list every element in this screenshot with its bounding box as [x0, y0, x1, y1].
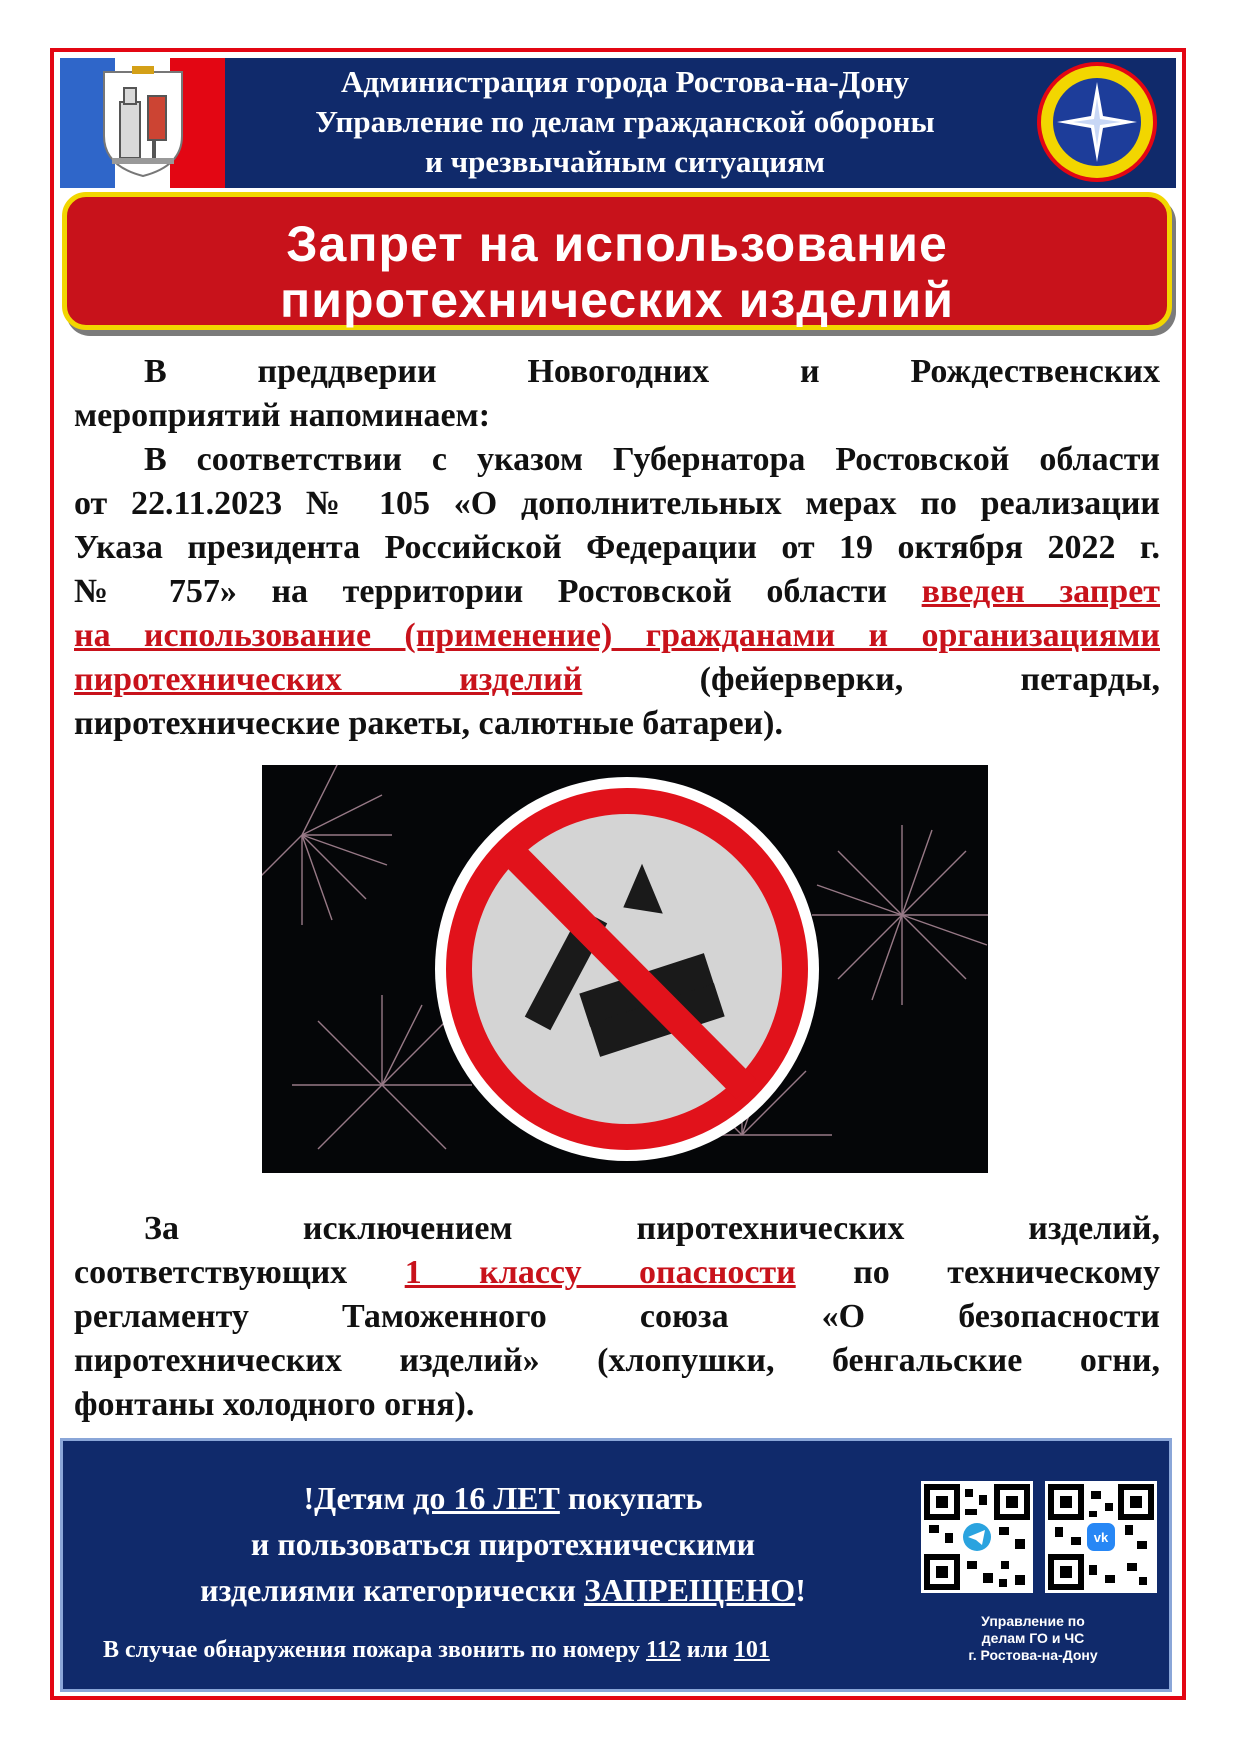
pyrotechnics-highlight: пиротехнических изделий	[74, 661, 583, 698]
header-line-3: и чрезвычайным ситуациям	[425, 144, 825, 179]
warning-line-2: и пользоваться пиротехническими	[250, 1526, 756, 1562]
qr-caption-line-3: г. Ростова-на-Дону	[968, 1647, 1098, 1663]
exception-line-2-text-a: соответствующих	[74, 1254, 348, 1291]
emergency-number-101[interactable]: 101	[733, 1637, 770, 1663]
qr-caption-line-2: делам ГО и ЧС	[981, 1630, 1085, 1646]
intro-paragraph	[74, 350, 1160, 438]
svg-text:vk: vk	[1093, 1530, 1109, 1545]
header-banner	[60, 58, 1176, 188]
call-text-c: или	[680, 1637, 734, 1663]
qr-caption-line-1: Управление по	[981, 1613, 1085, 1629]
coat-of-arms-flag	[60, 58, 225, 188]
title-line-1: Запрет на использование	[286, 216, 948, 272]
exception-line-3: регламенту Таможенного союза «О безопасности	[74, 1298, 1160, 1335]
ban-highlight: введен запрет	[921, 573, 1160, 610]
hazard-class-highlight: 1 классу опасности	[404, 1254, 796, 1291]
decree-line-4	[74, 570, 1160, 614]
warning-line-1	[163, 1475, 843, 1521]
decree-line-7: пиротехнические ракеты, салютные батареи).	[74, 705, 783, 742]
decree-line-2: от 22.11.2023 № 105 «О дополнительных мерах по реализации	[74, 485, 1160, 522]
exception-line-1: За исключением пиротехнических изделий,	[144, 1210, 1160, 1247]
age-limit: до 16 ЛЕТ	[413, 1480, 560, 1516]
telegram-qr-icon[interactable]	[921, 1481, 1033, 1593]
vk-qr-icon[interactable]	[1045, 1481, 1157, 1593]
warning-line-3	[163, 1567, 843, 1613]
decree-line-6	[74, 658, 1160, 702]
decree-line-6-text: (фейерверки, петарды,	[699, 661, 1160, 698]
emergency-number-112[interactable]: 112	[646, 1637, 681, 1663]
call-text-a: В случае обнаружения пожара звонить по номеру	[103, 1637, 647, 1663]
qr-caption	[963, 1613, 1103, 1664]
header-line-1: Администрация города Ростова-на-Дону	[340, 64, 910, 99]
emergency-call-line	[103, 1637, 770, 1664]
decree-line-5: на использование (применение) гражданами и организациями	[74, 617, 1160, 654]
footer-banner	[60, 1438, 1172, 1692]
emergency-service-emblem-icon	[1022, 58, 1172, 188]
warning-line-1-c: покупать	[559, 1480, 703, 1516]
title-line-2: пиротехнических изделий	[280, 272, 954, 328]
warning-line-1-a: !Детям	[303, 1480, 414, 1516]
header-text	[225, 62, 1025, 182]
rostov-coat-of-arms-icon	[98, 66, 188, 180]
decree-line-4-text: № 757» на территории Ростовской области	[74, 573, 888, 610]
no-fireworks-image	[262, 765, 988, 1173]
no-fireworks-sign-icon	[262, 765, 988, 1173]
exception-line-2-text-c: по техническому	[853, 1254, 1161, 1291]
intro-line-2: мероприятий напоминаем:	[74, 397, 491, 434]
exception-line-4: пиротехнических изделий» (хлопушки, бенгальские огни,	[74, 1342, 1160, 1379]
exception-paragraph	[74, 1207, 1160, 1427]
intro-line-1: В преддверии Новогодних и Рождественских	[144, 353, 1160, 390]
exception-line-5: фонтаны холодного огня).	[74, 1386, 475, 1423]
header-line-2: Управление по делам гражданской обороны	[315, 104, 935, 139]
decree-paragraph	[74, 438, 1160, 746]
exception-line-2	[74, 1251, 1160, 1295]
decree-line-1: В соответствии с указом Губернатора Ростовской области	[144, 441, 1160, 478]
decree-line-3: Указа президента Российской Федерации от 19 октября 2022 г.	[74, 529, 1160, 566]
prohibited-word: ЗАПРЕЩЕНО	[583, 1572, 796, 1608]
title-banner	[62, 192, 1172, 330]
warning-line-3-c: !	[795, 1572, 806, 1608]
warning-line-3-a: изделиями категорически	[200, 1572, 584, 1608]
